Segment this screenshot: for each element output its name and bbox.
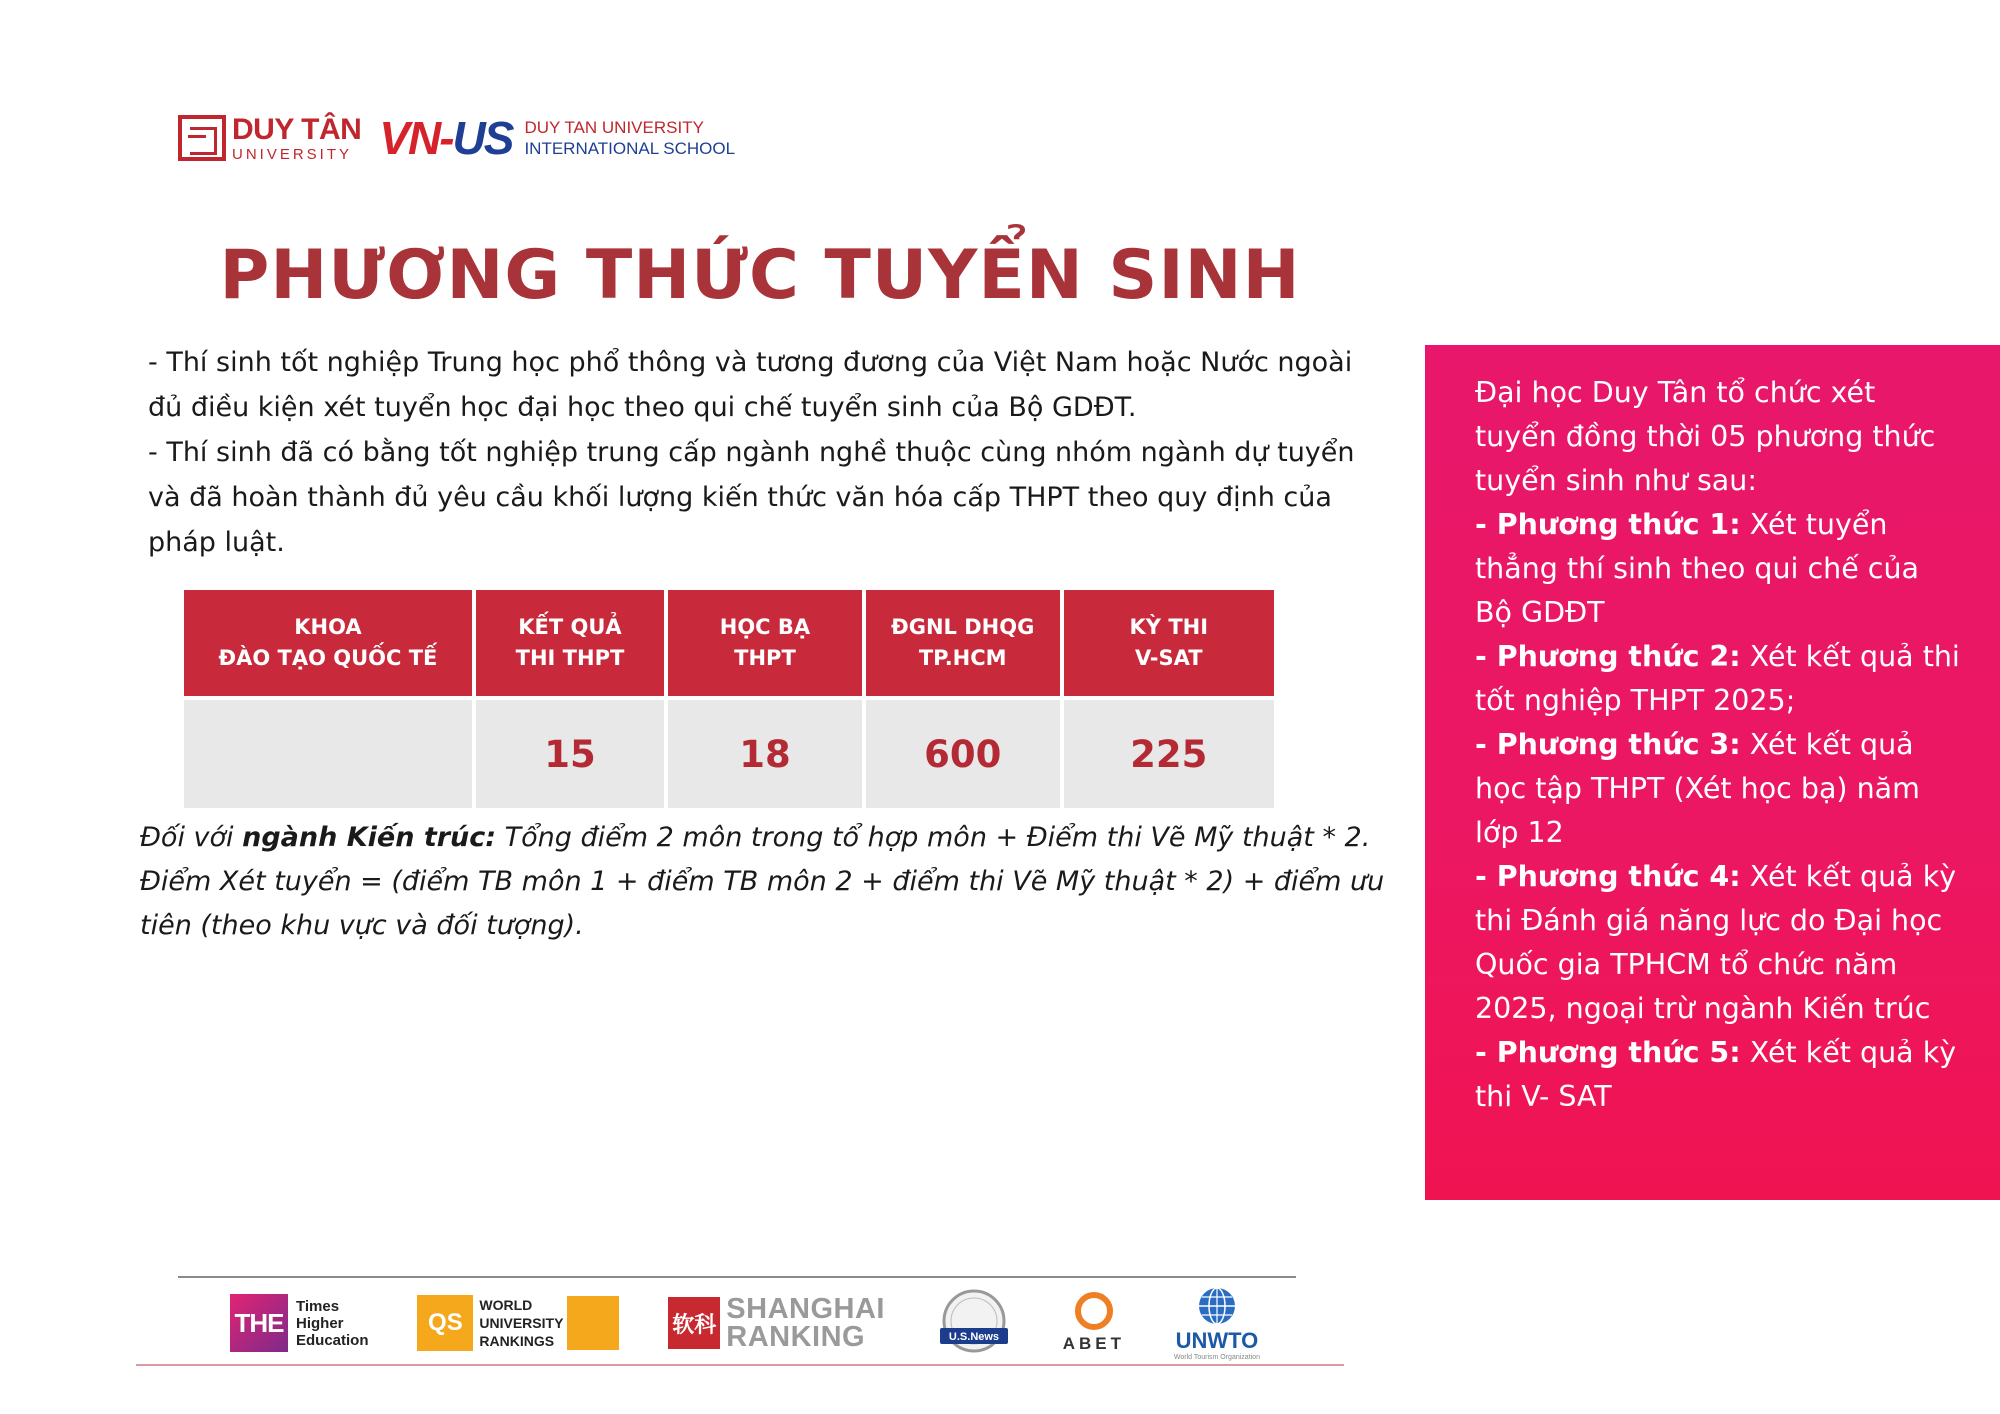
footer-divider-bottom	[136, 1364, 1344, 1366]
header-faculty: KHOA ĐÀO TẠO QUỐC TẾ	[184, 590, 472, 700]
header-thpt-exam: KẾT QUẢ THI THPT	[476, 590, 664, 700]
header-transcript: HỌC BẠ THPT	[668, 590, 862, 700]
page-title: PHƯƠNG THỨC TUYỂN SINH	[219, 236, 1301, 315]
abet-ring-icon	[1075, 1292, 1113, 1330]
qs-icon: QS	[417, 1295, 473, 1351]
ranking-logos	[230, 1286, 1260, 1360]
unwto-subtext: World Tourism Organization	[1173, 1353, 1260, 1361]
cell-dgnl: 600	[866, 700, 1060, 808]
the-logo: THE Times Higher Education	[230, 1294, 369, 1352]
school-line-1: DUY TAN UNIVERSITY	[524, 118, 704, 137]
cell-faculty	[184, 700, 472, 808]
vnus-dash: -	[439, 112, 453, 164]
usnews-badge-icon	[934, 1288, 1014, 1358]
method-2: - Phương thức 2: Xét kết quả thi tốt nghiệp THPT 2025;	[1475, 640, 1960, 717]
vnus-vn: VN	[379, 112, 440, 164]
note-prefix: Đối với	[140, 822, 243, 853]
shanghai-ranking-icon: 软科	[668, 1297, 720, 1349]
svg-text:U.S.News: U.S.News	[948, 1331, 999, 1343]
vn-us-logo	[379, 111, 512, 165]
duy-tan-name: DUY TÂN	[232, 112, 362, 146]
header-vsat: KỲ THI V-SAT	[1064, 590, 1274, 700]
note-bold: ngành Kiến trúc:	[242, 822, 497, 853]
cell-vsat: 225	[1064, 700, 1274, 808]
intro-paragraph-2: - Thí sinh đã có bằng tốt nghiệp trung cấp ngành nghề thuộc cùng nhóm ngành dự tuyển và đã hoàn thành đủ yêu cầu khối lượng kiến thức văn hóa cấp THPT theo quy định của pháp luật.	[148, 437, 1355, 558]
shanghai-ranking-logo: 软科 SHANGHAI RANKING	[668, 1295, 885, 1351]
cell-transcript: 18	[668, 700, 862, 808]
method-3: - Phương thức 3: Xét kết quả học tập THPT (Xét học bạ) năm lớp 12	[1475, 728, 1920, 849]
footer-divider-top	[178, 1276, 1296, 1278]
admission-methods-panel	[1425, 345, 2000, 1200]
unwto-logo	[1174, 1286, 1260, 1361]
cell-thpt-exam: 15	[476, 700, 664, 808]
admission-score-table	[180, 590, 1278, 808]
architecture-note	[140, 816, 1410, 948]
the-icon: THE	[230, 1294, 288, 1352]
school-line-2: INTERNATIONAL SCHOOL	[524, 139, 736, 158]
method-5: - Phương thức 5: Xét kết quả kỳ thi V- SAT	[1475, 1036, 1957, 1113]
vnus-us: US	[452, 112, 513, 164]
method-4: - Phương thức 4: Xét kết quả kỳ thi Đánh giá năng lực do Đại học Quốc gia TPHCM tổ chức năm 2025, ngoại trừ ngành Kiến trúc	[1475, 860, 1957, 1025]
abet-logo	[1063, 1292, 1125, 1354]
unwto-text: UNWTO	[1175, 1327, 1259, 1353]
method-1: - Phương thức 1: Xét tuyển thẳng thí sinh theo qui chế của Bộ GDĐT	[1475, 508, 1920, 629]
duy-tan-sub: UNIVERSITY	[232, 145, 353, 163]
note-rest: Tổng điểm 2 môn trong tổ hợp môn + Điểm thi Vẽ Mỹ thuật * 2. Điểm Xét tuyển = (điểm TB môn 1 + điểm TB môn 2 + điểm thi Vẽ Mỹ thuật * 2) + điểm ưu tiên (theo khu vực và đối tượng).	[140, 822, 1385, 941]
abet-text: ABET	[1062, 1334, 1125, 1353]
header-logos	[178, 112, 735, 164]
intro-paragraph-1: - Thí sinh tốt nghiệp Trung học phổ thông và tương đương của Việt Nam hoặc Nước ngoài đủ điều kiện xét tuyển học đại học theo qui chế tuyển sinh của Bộ GDĐT.	[148, 347, 1353, 423]
intro-text	[148, 340, 1368, 565]
table-header-row	[184, 590, 1274, 700]
qs-logo: QS WORLD UNIVERSITY RANKINGS	[417, 1295, 619, 1351]
table-row	[184, 700, 1274, 808]
duy-tan-wordmark	[232, 112, 362, 163]
globe-icon	[1194, 1286, 1240, 1326]
school-name	[524, 117, 735, 159]
duy-tan-logo-icon	[178, 115, 226, 161]
panel-intro: Đại học Duy Tân tổ chức xét tuyển đồng thời 05 phương thức tuyển sinh như sau:	[1475, 376, 1936, 497]
header-dgnl: ĐGNL DHQG TP.HCM	[866, 590, 1060, 700]
